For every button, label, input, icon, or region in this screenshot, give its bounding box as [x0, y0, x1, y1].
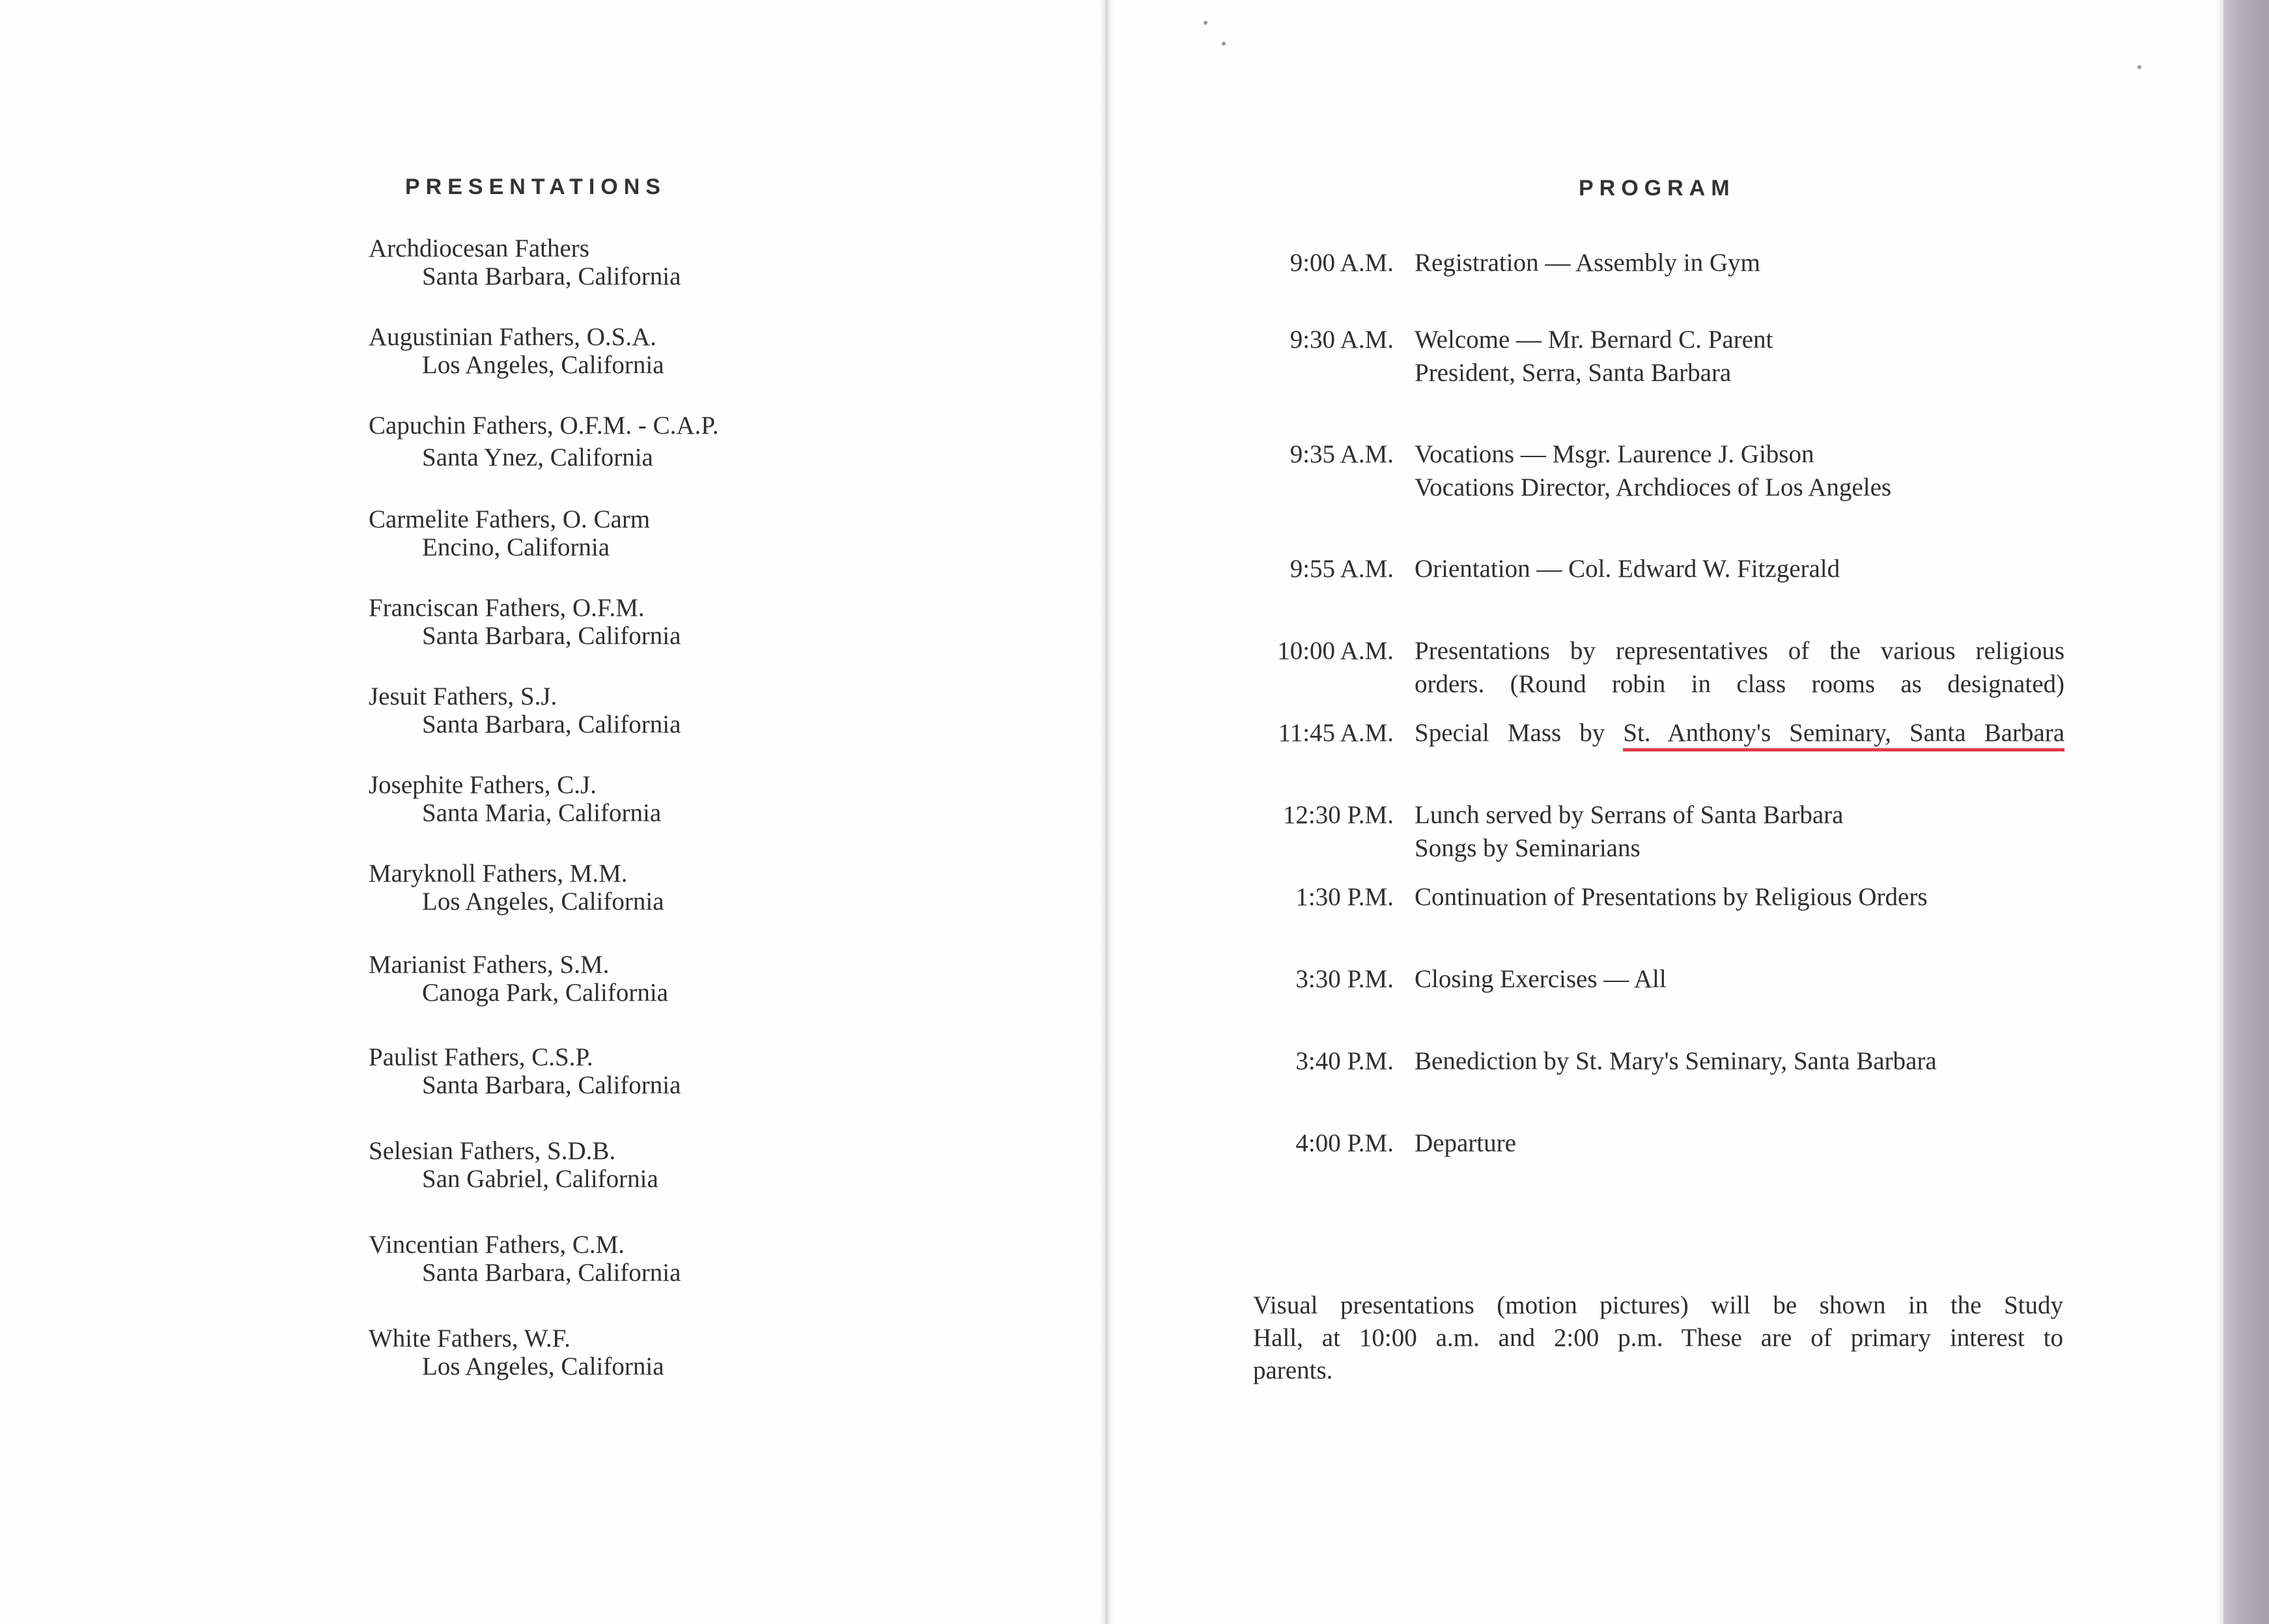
order-name: Carmelite Fathers, O. Carm — [369, 505, 651, 533]
program-line: Benediction by St. Mary's Seminary, Santa Barbara — [1415, 1047, 1937, 1075]
program-line: Lunch served by Serrans of Santa Barbara — [1415, 801, 1844, 829]
program-time: 9:00 A.M. — [1290, 249, 1394, 277]
order-name: Paulist Fathers, C.S.P. — [369, 1043, 593, 1071]
center-fold — [1099, 0, 1114, 1624]
order-location: Santa Barbara, California — [422, 622, 681, 650]
program-line: Vocations Director, Archdioces of Los Angeles — [1415, 473, 1892, 501]
program-line: President, Serra, Santa Barbara — [1415, 359, 1732, 387]
underlined-seminary: St. Anthony's Seminary, Santa Barbara — [1623, 719, 2065, 751]
program-line — [1415, 716, 2065, 749]
mass-prefix: Special Mass by — [1415, 719, 1624, 747]
note-line: Hall, at 10:00 a.m. and 2:00 p.m. These are of primary interest to — [1253, 1324, 2063, 1352]
program-description — [1415, 634, 2066, 701]
program-line: Vocations — Msgr. Laurence J. Gibson — [1415, 440, 1814, 468]
order-location: Encino, California — [422, 533, 610, 561]
presentation-entry — [369, 1043, 1020, 1099]
program-time: 3:40 P.M. — [1295, 1047, 1394, 1075]
order-location: Los Angeles, California — [422, 888, 664, 916]
program-line: Registration — Assembly in Gym — [1415, 249, 1760, 277]
program-description — [1415, 716, 2066, 749]
order-name: Selesian Fathers, S.D.B. — [369, 1137, 616, 1165]
note-line: Visual presentations (motion pictures) will be shown in the Study — [1253, 1291, 2063, 1319]
program-time: 9:55 A.M. — [1290, 555, 1394, 583]
program-time: 3:30 P.M. — [1295, 965, 1394, 993]
presentation-entry — [369, 771, 1020, 827]
order-location: Canoga Park, California — [422, 979, 668, 1007]
program-time: 1:30 P.M. — [1295, 883, 1394, 911]
order-location: Los Angeles, California — [422, 1352, 664, 1380]
presentation-entry — [369, 323, 1020, 379]
program-time: 9:30 A.M. — [1290, 326, 1394, 354]
order-name: White Fathers, W.F. — [369, 1324, 571, 1352]
program-line: orders. (Round robin in class rooms as designated) — [1415, 670, 2065, 698]
order-name: Capuchin Fathers, O.F.M. - C.A.P. — [369, 412, 719, 440]
presentation-entry — [369, 1231, 1020, 1287]
program-line: Departure — [1415, 1129, 1516, 1157]
program-description — [1415, 962, 2066, 996]
paper-speck — [2137, 65, 2141, 69]
order-name: Vincentian Fathers, C.M. — [369, 1231, 625, 1259]
program-line: Presentations by representatives of the various religious — [1415, 637, 2065, 665]
paper-speck — [1204, 21, 1207, 25]
presentation-entry — [369, 594, 1020, 650]
order-name: Archdiocesan Fathers — [369, 234, 589, 262]
order-name: Marianist Fathers, S.M. — [369, 951, 610, 979]
visual-presentations-note — [1253, 1289, 2063, 1387]
program-time: 12:30 P.M. — [1282, 801, 1394, 829]
program-description — [1415, 438, 2066, 504]
program-description — [1415, 798, 2066, 865]
order-location: Los Angeles, California — [422, 351, 664, 379]
order-location: San Gabriel, California — [422, 1165, 658, 1193]
order-location: Santa Barbara, California — [422, 262, 681, 290]
program-description — [1415, 880, 2066, 914]
order-name: Jesuit Fathers, S.J. — [369, 682, 557, 710]
order-location: Santa Barbara, California — [422, 1259, 681, 1287]
presentation-entry — [369, 1324, 1020, 1380]
program-line: Continuation of Presentations by Religious Orders — [1415, 883, 1928, 911]
program-description — [1415, 1044, 2066, 1078]
order-location: Santa Barbara, California — [422, 710, 681, 738]
program-time: 9:35 A.M. — [1290, 440, 1394, 468]
paper-speck — [1222, 42, 1226, 46]
presentation-entry — [369, 1137, 1020, 1193]
presentation-entry — [369, 505, 1020, 561]
program-time: 4:00 P.M. — [1295, 1129, 1394, 1157]
order-location: Santa Maria, California — [422, 799, 662, 827]
program-line: Orientation — Col. Edward W. Fitzgerald — [1415, 555, 1840, 583]
order-location: Santa Barbara, California — [422, 1071, 681, 1099]
program-line: Welcome — Mr. Bernard C. Parent — [1415, 326, 1773, 354]
program-heading: PROGRAM — [1579, 176, 1736, 201]
note-line: parents. — [1253, 1356, 1333, 1384]
order-location: Santa Ynez, California — [422, 443, 653, 471]
program-description — [1415, 1127, 2066, 1160]
order-name: Maryknoll Fathers, M.M. — [369, 860, 628, 888]
program-time: 11:45 A.M. — [1278, 719, 1394, 747]
program-description — [1415, 323, 2066, 389]
page-edge-shadow — [2214, 0, 2223, 1624]
presentation-entry — [369, 234, 1020, 290]
page-edge-strip — [2223, 0, 2269, 1624]
order-name: Franciscan Fathers, O.F.M. — [369, 594, 645, 622]
presentation-entry — [369, 412, 1020, 471]
presentation-entry — [369, 682, 1020, 738]
order-name: Josephite Fathers, C.J. — [369, 771, 597, 799]
order-name: Augustinian Fathers, O.S.A. — [369, 323, 656, 351]
program-time: 10:00 A.M. — [1277, 637, 1394, 665]
program-line: Closing Exercises — All — [1415, 965, 1667, 993]
program-line: Songs by Seminarians — [1415, 834, 1641, 862]
presentation-entry — [369, 860, 1020, 916]
program-description — [1415, 246, 2066, 279]
presentations-heading: PRESENTATIONS — [405, 175, 666, 199]
program-description — [1415, 552, 2066, 585]
presentation-entry — [369, 951, 1020, 1007]
